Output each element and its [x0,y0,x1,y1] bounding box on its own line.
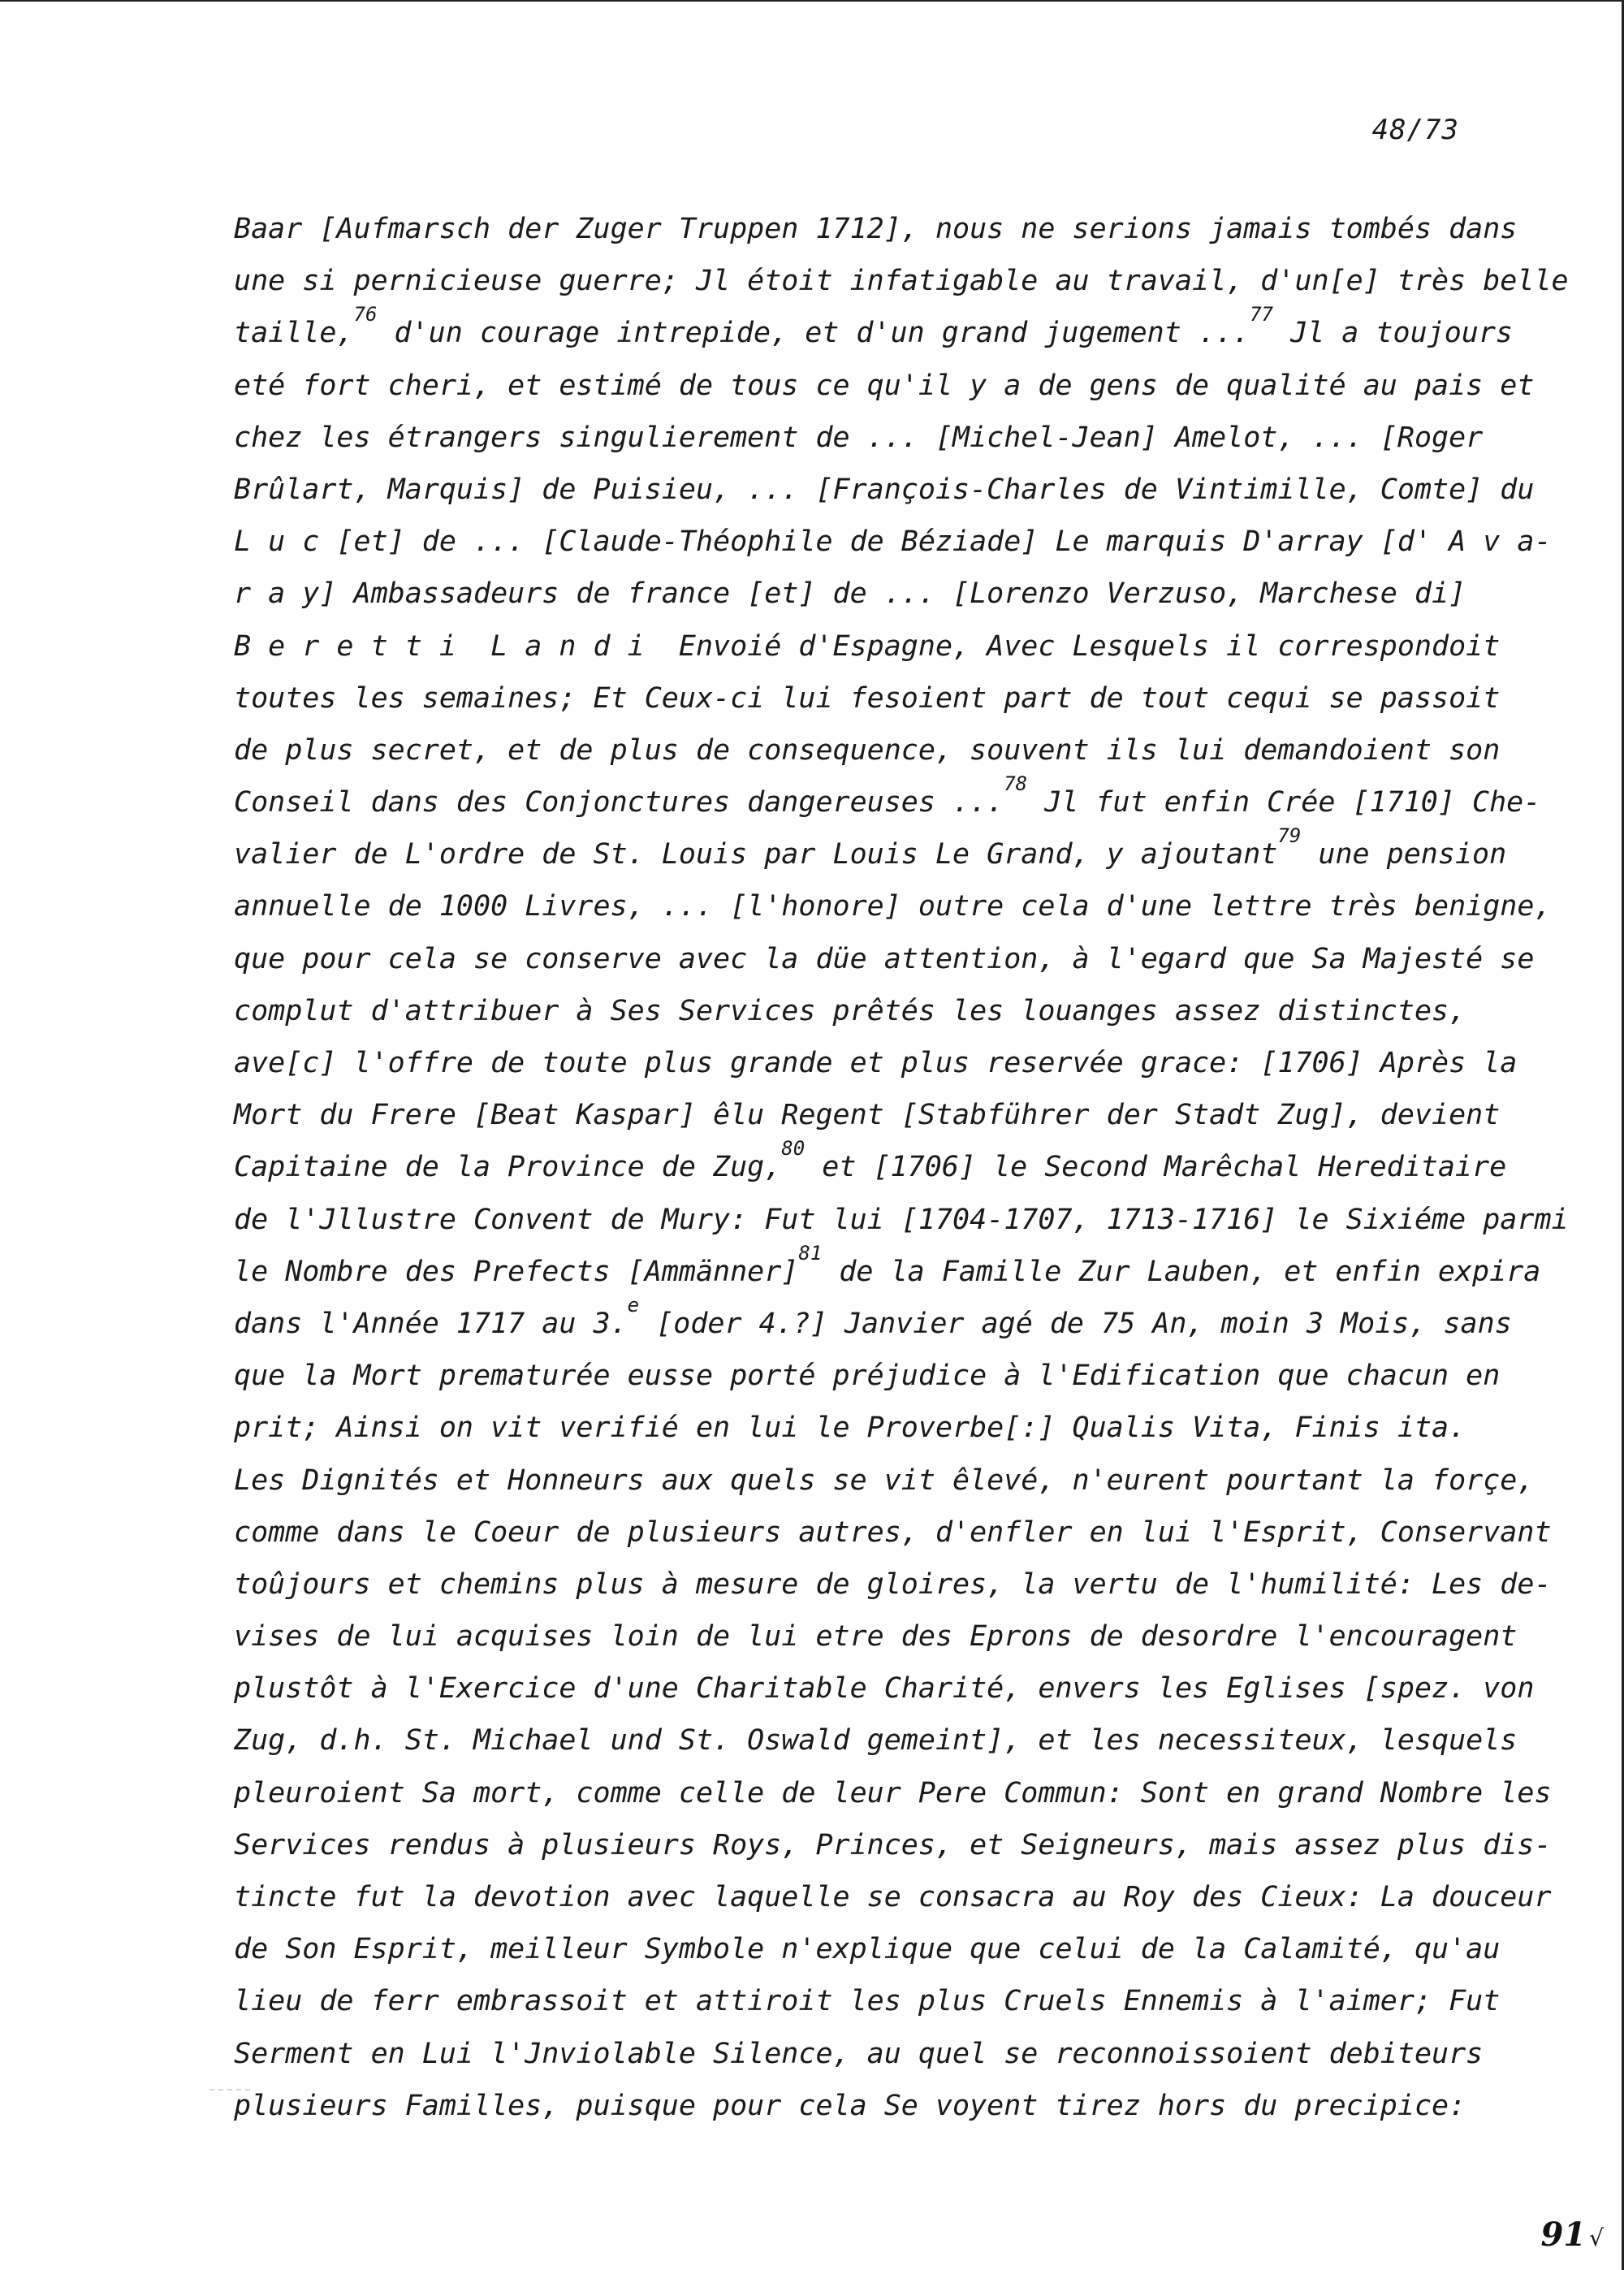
text-line [234,1293,1517,1350]
footnote-marker: 76 [353,303,378,326]
text-segment: plusieurs Familles, puisque pour cela Se voyent tirez hors du precipice: [234,2089,1466,2122]
text-segment: d'un courage intrepide, et d'un grand jugement ... [377,317,1250,350]
text-line [234,2080,1517,2132]
text-segment: Serment en Lui l'Jnviolable Silence, au quel se reconnoissoient debiteurs [234,2037,1484,2070]
text-line [234,1714,1517,1766]
text-line [234,1402,1517,1454]
body-text [234,203,1569,2132]
footnote-marker: 79 [1277,824,1302,848]
text-line [234,1507,1552,1559]
footnote-marker: 80 [781,1137,806,1161]
text-segment: annuelle de 1000 Livres, ... [l'honore] outre cela d'une lettre très benigne, [234,890,1552,923]
text-segment: Jl a toujours [1273,317,1514,350]
text-line [234,464,1535,516]
text-segment: pleuroient Sa mort, comme celle de leur Pere Commun: Sont en grand Nombre les [234,1776,1552,1810]
text-segment: Les Dignités et Honneurs aux quels se vit êlevé, n'eurent pourtant la forçe, [234,1464,1535,1497]
text-line [234,1037,1517,1089]
text-segment: valier de L'ordre de St. Louis par Louis Le Grand, y ajoutant [234,838,1278,871]
folio-mark: 91 [1540,2216,1587,2254]
text-segment: chez les étrangers singulierement de ... [Michel-Jean] Amelot, ... [Roger [234,421,1484,454]
text-segment: toûjours et chemins plus à mesure de gloires, la vertu de l'humilité: Les de- [234,1567,1552,1601]
text-line [234,1871,1552,1923]
text-segment: taille, [234,317,354,350]
text-segment: de l'Jllustre Convent de Mury: Fut lui [1704-1707, 1713-1716] le Sixiéme parmi [234,1203,1569,1236]
text-segment: Jl fut enfin Crée [1710] Che- [1027,786,1541,819]
text-segment: une si pernicieuse guerre; Jl étoit infatigable au travail, d'un[e] très belle [234,265,1569,298]
text-line [234,1241,1541,1298]
margin-smudge [209,2089,250,2108]
text-segment: Services rendus à plusieurs Roys, Princes, et Seigneurs, mais assez plus dis- [234,1828,1552,1861]
text-segment: de la Famille Zur Lauben, et enfin expira [822,1255,1541,1288]
text-line [234,1455,1535,1507]
text-segment: toutes les semaines; Et Ceux-ci lui fesoient part de tout cequi se passoit [234,681,1501,715]
handwritten-folio-number [1540,2216,1604,2254]
text-segment: comme dans le Coeur de plusieurs autres, d'enfler en lui l'Esprit, Conservant [234,1515,1552,1549]
text-line [234,1089,1517,1141]
text-segment: eté fort cheri, et estimé de tous ce qu'il y a de gens de qualité au pais et [234,369,1535,402]
text-segment: le Nombre des Prefects [Ammänner] [234,1255,799,1288]
text-line [234,360,1535,412]
text-line [234,1923,1517,1975]
text-segment: que pour cela se conserve avec la düe attention, à l'egard que Sa Majesté se [234,942,1535,975]
text-segment: [oder 4.?] Janvier agé de 75 An, moin 3 Mois, sans [639,1307,1512,1340]
text-line [234,1975,1517,2027]
text-segment: de Son Esprit, meilleur Symbole n'explique que celui de la Calamité, qu'au [234,1933,1501,1966]
footnote-marker: e [627,1293,640,1317]
text-segment: que la Mort prematurée eusse porté préjudice à l'Edification que chacun en [234,1360,1501,1393]
text-line [234,1767,1552,1819]
footnote-marker: 81 [798,1241,823,1265]
text-segment: Zug, d.h. St. Michael und St. Oswald gemeint], et les necessiteux, lesquels [234,1724,1518,1758]
text-segment: Conseil dans des Conjonctures dangereuses ... [234,786,1004,819]
text-segment: Brûlart, Marquis] de Puisieu, ... [François-Charles de Vintimille, Comte] du [234,473,1535,506]
text-segment: et [1706] le Second Marêchal Hereditaire [805,1151,1507,1184]
text-segment: dans l'Année 1717 au 3. [234,1307,628,1340]
text-line [234,255,1569,307]
text-line [234,303,1517,359]
text-segment: r a y] Ambassadeurs de france [et] de ... [Lorenzo Verzuso, Marchese di] [234,577,1466,611]
text-segment: une pension [1301,838,1507,871]
text-line [234,985,1517,1037]
text-segment: de plus secret, et de plus de consequence, souvent ils lui demandoient son [234,733,1501,767]
text-segment: lieu de ferr embrassoit et attiroit les plus Cruels Ennemis à l'aimer; Fut [234,1985,1501,2018]
text-line [234,824,1517,880]
text-segment: Mort du Frere [Beat Kaspar] êlu Regent [Stabführer der Stadt Zug], devient [234,1099,1501,1132]
footnote-marker: 78 [1004,772,1028,796]
text-segment: ave[c] l'offre de toute plus grande et plus reservée grace: [1706] Après la [234,1047,1518,1079]
text-line [234,203,1517,255]
text-line [234,620,1517,672]
text-line [234,1559,1552,1611]
text-line [234,672,1517,724]
text-line [234,412,1517,464]
text-segment: B e r e t t i L a n d i Envoié d'Espagne, Avec Lesquels il correspondoit [234,629,1501,663]
text-segment: plustôt à l'Exercice d'une Charitable Charité, envers les Eglises [spez. von [234,1672,1535,1706]
text-line [234,880,1552,932]
page-number: 48/73 [1371,114,1459,146]
text-segment: tincte fut la devotion avec laquelle se consacra au Roy des Cieux: La douceur [234,1881,1552,1913]
text-line [234,1137,1517,1193]
text-line [234,1194,1569,1246]
text-segment: vises de lui acquises loin de lui etre des Eprons de desordre l'encouragent [234,1620,1518,1654]
text-line [234,1819,1552,1871]
text-segment: complut d'attribuer à Ses Services prêtés les louanges assez distinctes, [234,994,1466,1027]
text-line [234,724,1517,776]
folio-checkmark: √ [1589,2225,1604,2251]
text-line [234,568,1517,620]
text-segment: Baar [Aufmarsch der Zuger Truppen 1712], nous ne serions jamais tombés dans [234,213,1518,245]
text-line [234,772,1541,828]
text-segment: L u c [et] de ... [Claude-Théophile de Béziade] Le marquis D'array [d' A v a- [234,525,1552,559]
text-line [234,1663,1535,1714]
text-line [234,2028,1517,2080]
text-segment: prit; Ainsi on vit verifié en lui le Proverbe[:] Qualis Vita, Finis ita. [234,1412,1466,1445]
text-segment: Capitaine de la Province de Zug, [234,1151,782,1184]
text-line [234,933,1535,985]
text-line [234,1350,1517,1402]
text-line [234,1611,1517,1663]
footnote-marker: 77 [1250,303,1273,326]
text-line [234,516,1552,568]
